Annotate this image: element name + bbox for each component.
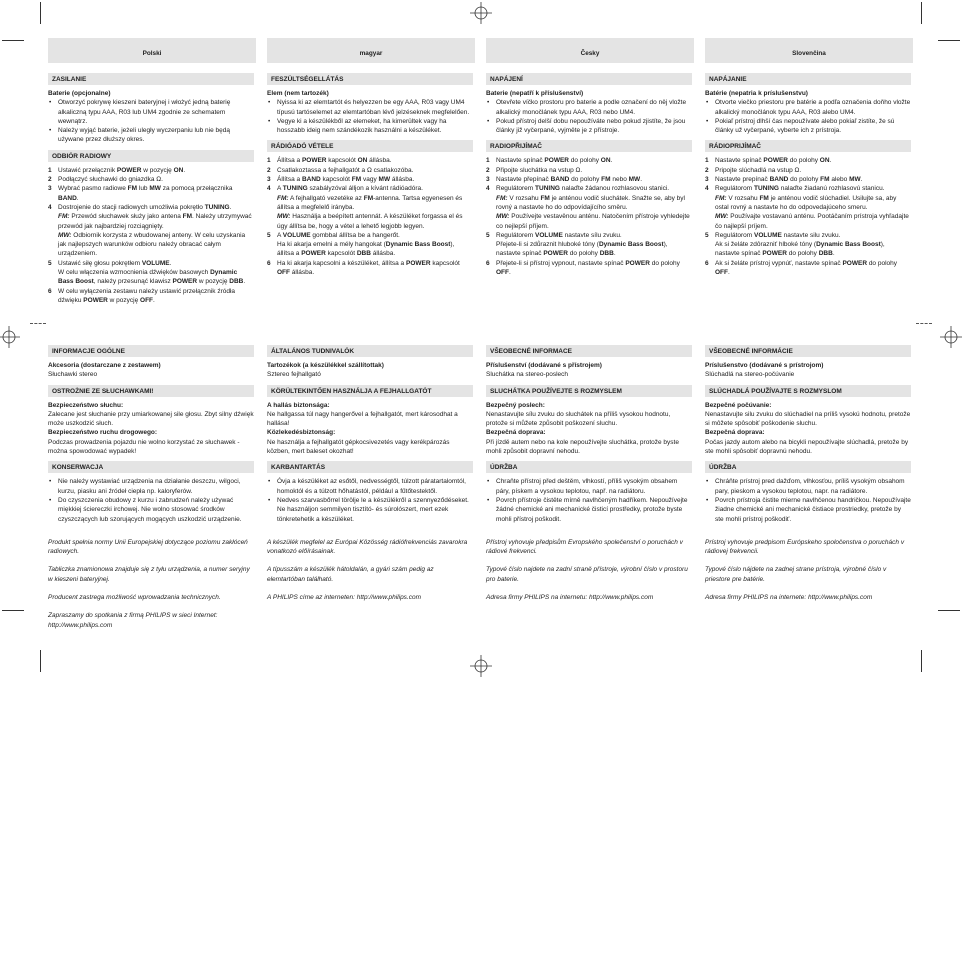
accessories-text: Sluchátka na stereo-poslech bbox=[486, 371, 569, 379]
section-title-general: VŠEOBECNÉ INFORMÁCIE bbox=[705, 345, 911, 357]
step-text: Állítsa a BAND kapcsolót FM vagy MW állásba. bbox=[277, 176, 415, 184]
radio-step bbox=[486, 194, 692, 213]
crop-line bbox=[2, 610, 24, 611]
step-number: 1 bbox=[486, 157, 490, 165]
step-text: W celu włączenia wzmocnienia dźwięków basowych Dynamic Bass Boost, należy przesunąć klawisz POWER w pozycję DBB. bbox=[58, 269, 246, 286]
step-number: 6 bbox=[48, 287, 52, 295]
step-number: 3 bbox=[705, 176, 709, 184]
radio-step bbox=[267, 231, 473, 240]
bullet-item: • Nedves szarvasbőrrel törölje le a készülékről a szennyeződéseket. Ne használjon semmilyen tisztító- és súrolószert, mert ezek tönkretehetik a készüléket. bbox=[267, 496, 473, 524]
step-text: FM: A fejhallgató vezetéke az FM-antenna. Tartsa egyenesen és állítsa a megfelelő irányba. bbox=[277, 194, 463, 211]
step-text: Nastavte spínač POWER do polohy ON. bbox=[496, 157, 613, 165]
step-text: Csatlakoztassa a fejhallgatót a Ω csatlakozóba. bbox=[277, 166, 414, 174]
step-number: 4 bbox=[705, 185, 709, 193]
step-text: Wybrać pasmo radiowe FM lub MW za pomocą przełącznika BAND. bbox=[58, 185, 233, 202]
hearing-text: Ne hallgassa túl nagy hangerővel a fejhallgatót, mert károsodhat a hallása! bbox=[267, 410, 458, 428]
radio-step bbox=[705, 212, 911, 231]
bullet-item: • Otvorte viečko priestoru pre batérie a podľa označenia doňho vložte alkalický monočlánok typu AAA, R03 alebo UM4. bbox=[705, 98, 911, 117]
fold-line bbox=[916, 323, 932, 324]
step-text: Pripojte slúchadlá na vstup Ω. bbox=[715, 166, 802, 174]
spacer bbox=[48, 524, 254, 538]
section-title-radio: RÁDIÓADÓ VÉTELE bbox=[267, 140, 473, 152]
bullet-item: • Nyissa ki az elemtartót és helyezzen be egy AAA, R03 vagy UM4 típusú tartóselemet az elemtartóban lévő jelzéseknek megfelelően. bbox=[267, 98, 473, 117]
hearing-subtitle: A hallás biztonsága: bbox=[267, 401, 330, 409]
radio-step bbox=[705, 166, 911, 175]
note-text: Tabliczka znamionowa znajduje się z tyłu urządzenia, a numer seryjny w kieszeni bateryjnej. bbox=[48, 566, 250, 583]
note-text: Producent zastrega możliwość wprowadzania technicznych. bbox=[48, 594, 221, 602]
section-title-maintenance: KARBANTARTÁS bbox=[267, 461, 473, 473]
radio-step bbox=[48, 259, 254, 268]
bullet-item: • Nie należy wystawiać urządzenia na działanie deszczu, wilgoci, kurzu, piasku ani źródeł ciepła np. kaloryferów. bbox=[48, 477, 254, 496]
radio-step bbox=[267, 212, 473, 231]
radio-step bbox=[486, 259, 692, 278]
column-header-cesky bbox=[486, 38, 694, 63]
step-text: Ha ki akarja kapcsolni a készüléket, állítsa a POWER kapcsolót OFF állásba. bbox=[277, 259, 460, 277]
section-title-power: ZASILANIE bbox=[48, 73, 254, 85]
radio-step bbox=[267, 166, 473, 175]
traffic-subtitle: Bezpieczeństwo ruchu drogowego: bbox=[48, 429, 158, 437]
radio-step bbox=[486, 166, 692, 175]
radio-step bbox=[705, 231, 911, 240]
step-text: Ak si želáte prístroj vypnúť, nastavte spínač POWER do polohy OFF. bbox=[715, 259, 898, 277]
step-text: Regulátorom TUNING nalaďte žiadanú rozhlasovú stanicu. bbox=[715, 185, 885, 193]
language-label: magyar bbox=[359, 50, 383, 57]
step-number: 1 bbox=[48, 166, 52, 174]
section-title-general: VŠEOBECNÉ INFORMACE bbox=[486, 345, 692, 357]
section-title-safety: SLUCHÁTKA POUŽÍVEJTE S ROZMYSLEM bbox=[486, 385, 692, 397]
crop-line bbox=[40, 2, 41, 24]
step-text: Regulátorom VOLUME nastavte silu zvuku. bbox=[715, 231, 841, 239]
section-title-power: NAPÁJENÍ bbox=[486, 73, 692, 85]
hearing-text: Nenastavujte sílu zvuku do sluchátek na příliš vysokou hodnotu, protože si můžete způsobit poškození sluchu. bbox=[486, 410, 671, 428]
bullet-item: • Do czyszczenia obudowy z kurzu i zabrudzeń należy używać miękkiej ściereczki irchowej. Nie wolno stosować środków czyszczących lub szorujących mogących uszkodzić urządzenie. bbox=[48, 496, 254, 524]
accessories-text: Sztereo fejhallgató bbox=[267, 371, 321, 379]
radio-step bbox=[486, 156, 692, 165]
note-text: Adresa firmy PHILIPS na internete: http://www.philips.com bbox=[705, 594, 873, 602]
language-label: Slovenčina bbox=[792, 50, 826, 57]
radio-step bbox=[267, 194, 473, 213]
crop-line bbox=[938, 610, 960, 611]
step-text: Állítsa a POWER kapcsolót ON állásba. bbox=[277, 157, 392, 165]
traffic-subtitle: Bezpečná doprava: bbox=[486, 429, 546, 437]
radio-step bbox=[705, 194, 911, 213]
column-header-slovencina bbox=[705, 38, 913, 63]
accessories-text: Słuchawki stereo bbox=[48, 371, 98, 379]
upper-block-magyar bbox=[267, 73, 473, 277]
step-text: Regulátorem VOLUME nastavte sílu zvuku. bbox=[496, 231, 622, 239]
step-text: Ak si želáte zdôrazniť hlboké tóny (Dynamic Bass Boost), nastavte spínač POWER do polohy DBB. bbox=[715, 241, 885, 258]
hearing-subtitle: Bezpieczeństwo słuchu: bbox=[48, 401, 124, 409]
section-title-maintenance: ÚDRŽBA bbox=[705, 461, 911, 473]
radio-step bbox=[486, 175, 692, 184]
step-number: 5 bbox=[48, 259, 52, 267]
traffic-subtitle: Bezpečná doprava: bbox=[705, 429, 765, 437]
step-number: 4 bbox=[48, 203, 52, 211]
step-text: Nastavte přepínač BAND do polohy FM nebo MW. bbox=[496, 176, 642, 184]
bullet-item: • Należy wyjąć baterie, jeżeli uległy wyczerpaniu lub nie będą używane przez dłuższy okres. bbox=[48, 126, 254, 145]
section-title-general: INFORMACJE OGÓLNE bbox=[48, 345, 254, 357]
radio-step bbox=[705, 259, 911, 278]
power-subtitle: Batérie (nepatria k príslušenstvu) bbox=[705, 90, 808, 97]
note-text: A PHILIPS címe az interneten: http://www.philips.com bbox=[267, 594, 422, 602]
section-title-maintenance: KONSERWACJA bbox=[48, 461, 254, 473]
note-text: Typové číslo najdete na zadní straně přístroje, výrobní číslo v prostoru pro baterie. bbox=[486, 566, 688, 583]
crop-line bbox=[40, 650, 41, 672]
hearing-subtitle: Bezpečný poslech: bbox=[486, 401, 545, 409]
step-text: Dostrojenie do stacji radiowych umożliwia pokrętło TUNING. bbox=[58, 203, 232, 211]
lower-block-cesky bbox=[486, 345, 692, 611]
radio-step bbox=[705, 175, 911, 184]
bullet-item: • Otevřete víčko prostoru pro baterie a podle označení do něj vložte alkalický monočlánek typu AAA, R03 nebo UM4. bbox=[486, 98, 692, 117]
step-text: Ustawić siłę głosu pokrętłem VOLUME. bbox=[58, 259, 172, 267]
upper-block-slovencina bbox=[705, 73, 911, 277]
accessories-text: Slúchadlá na stereo-počúvanie bbox=[705, 371, 795, 379]
radio-step bbox=[48, 203, 254, 212]
step-number: 3 bbox=[48, 185, 52, 193]
radio-step bbox=[267, 156, 473, 165]
spacer bbox=[267, 524, 473, 538]
note-text: Přístroj vyhovuje předpisům Evropského společenství o poruchách v rádiové frekvenci. bbox=[486, 538, 683, 556]
step-text: A VOLUME gombbal állítsa be a hangerőt. bbox=[277, 231, 400, 239]
power-subtitle: Elem (nem tartozék) bbox=[267, 90, 329, 97]
note-text: Zapraszamy do spotkania z firmą PHILIPS w sieci Internet: http://www.philips.com bbox=[48, 612, 218, 629]
spacer bbox=[486, 524, 692, 538]
accessories-subtitle: Akcesoria (dostarczane z zestawem) bbox=[48, 362, 161, 369]
section-title-safety: SLÚCHADLÁ POUŽÍVAJTE S ROZMYSLOM bbox=[705, 385, 911, 397]
step-text: A TUNING szabályzóval álljon a kívánt rádióadóra. bbox=[277, 185, 423, 193]
bullet-item: • Otworzyć pokrywę kieszeni bateryjnej i włożyć jedną baterię alkaliczną typu AAA, R03 lub UM4 zgodnie ze schematem wewnątrz. bbox=[48, 98, 254, 126]
accessories-subtitle: Příslušenství (dodávané s přístrojem) bbox=[486, 362, 602, 369]
traffic-text: Při jízdě autem nebo na kole nepoužívejte sluchátka, protože byste mohli způsobit dopravní nehodu. bbox=[486, 438, 679, 456]
section-title-radio: RÁDIOPRIJÍMAČ bbox=[705, 140, 911, 152]
radio-step bbox=[705, 240, 911, 259]
step-text: Regulátorem TUNING nalaďte žádanou rozhlasovou stanici. bbox=[496, 185, 670, 193]
language-label: Česky bbox=[580, 50, 600, 57]
step-text: FM: Przewód słuchawek służy jako antena FM. Należy utrzymywać przewód jak najbardziej rozciągnięty. bbox=[58, 213, 252, 230]
radio-step bbox=[267, 184, 473, 193]
power-subtitle: Baterie (opcjonalne) bbox=[48, 90, 111, 97]
radio-step bbox=[486, 231, 692, 240]
registration-mark-right bbox=[940, 326, 962, 348]
traffic-text: Podczas prowadzenia pojazdu nie wolno korzystać ze słuchawek - można spowodować wypadek! bbox=[48, 438, 240, 456]
note-text: Produkt spełnia normy Unii Europejskiej dotyczące poziomu zakłóceń radiowych. bbox=[48, 538, 248, 556]
step-number: 1 bbox=[267, 157, 271, 165]
bullet-item: • Vegye ki a készülékből az elemeket, ha kimerültek vagy ha hosszabb ideig nem szándékozik használni a készüléket. bbox=[267, 117, 473, 136]
step-number: 6 bbox=[486, 259, 490, 267]
note-text: Adresa firmy PHILIPS na internetu: http://www.philips.com bbox=[486, 594, 654, 602]
accessories-subtitle: Tartozékok (a készülékkel szállítottak) bbox=[267, 362, 384, 369]
radio-step bbox=[48, 287, 254, 306]
step-number: 5 bbox=[267, 231, 271, 239]
registration-mark-top bbox=[470, 2, 492, 24]
section-title-power: NAPÁJANIE bbox=[705, 73, 911, 85]
hearing-subtitle: Bezpečné počúvanie: bbox=[705, 401, 772, 409]
radio-step bbox=[705, 156, 911, 165]
bullet-item: • Chráňte prístroj pred dažďom, vlhkosťou, príliš vysokým obsahom pary, pieskom a vysokou teplotou, napr. na radiátore. bbox=[705, 477, 911, 496]
hearing-text: Zalecane jest słuchanie przy umiarkowanej sile głosu. Zbyt silny dźwięk może uszkodzić słuch. bbox=[48, 410, 254, 428]
radio-step bbox=[486, 212, 692, 231]
bullet-item: • Pokiaľ prístroj dlhší čas nepoužívate alebo pokiaľ zistíte, že sú články už vyčerpané, vyberte ich z prístroja. bbox=[705, 117, 911, 136]
step-text: Podłączyć słuchawki do gniazdka Ω. bbox=[58, 176, 163, 184]
step-number: 2 bbox=[267, 166, 271, 174]
section-title-power: FESZÜLTSÉGELLÁTÁS bbox=[267, 73, 473, 85]
step-number: 6 bbox=[705, 259, 709, 267]
step-number: 1 bbox=[705, 157, 709, 165]
accessories-subtitle: Príslušenstvo (dodávané s prístrojom) bbox=[705, 362, 824, 369]
radio-step bbox=[705, 184, 911, 193]
bullet-item: • Chraňte přístroj před deštěm, vlhkostí, příliš vysokým obsahem páry, pískem a vysokou teplotou, např. na radiátoru. bbox=[486, 477, 692, 496]
radio-step bbox=[48, 268, 254, 287]
registration-mark-bottom bbox=[470, 655, 492, 677]
radio-step bbox=[267, 240, 473, 259]
bullet-item: • Povrch prístroja čistite mierne navlhčenou handričkou. Nepoužívajte žiadne chemické ani mechanické čistiace prostriedky, pretože by ste mohli prístroj poškodiť. bbox=[705, 496, 911, 524]
step-number: 3 bbox=[267, 176, 271, 184]
radio-step bbox=[267, 175, 473, 184]
step-text: MW: Odbiornik korzysta z wbudowanej anteny. W celu uzyskania jak najlepszych warunków odbioru należy obracać całym urządzeniem. bbox=[58, 231, 246, 258]
crop-line bbox=[921, 2, 922, 24]
note-text: A készülék megfelel az Európai Közösség rádiófrekvenciás zavarokra vonatkozó előírásainak. bbox=[267, 538, 468, 556]
fold-line bbox=[30, 323, 46, 324]
radio-step bbox=[267, 259, 473, 278]
bullet-item: • Povrch přístroje čistěte mírně navlhčeným hadříkem. Nepoužívejte žádné chemické ani mechanické čisticí prostředky, protože byste mohli přístroj poškodit. bbox=[486, 496, 692, 524]
traffic-subtitle: Közlekedésbiztonság: bbox=[267, 429, 336, 437]
crop-line bbox=[2, 40, 24, 41]
step-text: Přejete-li si zdůraznit hluboké tóny (Dynamic Bass Boost), nastavte spínač POWER do polohy DBB. bbox=[496, 241, 668, 258]
step-text: W celu wyłączenia zestawu należy ustawić przełącznik źródła dźwięku POWER w pozycję OFF. bbox=[58, 287, 236, 304]
column-header-polski bbox=[48, 38, 256, 63]
crop-line bbox=[938, 40, 960, 41]
traffic-text: Počas jazdy autom alebo na bicykli nepoužívajte slúchadlá, pretože by ste mohli spôsobiť dopravnú nehodu. bbox=[705, 438, 909, 456]
step-text: Nastavte spínač POWER do polohy ON. bbox=[715, 157, 832, 165]
step-text: Ha ki akarja emelni a mély hangokat (Dynamic Bass Boost), állítsa a POWER kapcsolót DBB állásba. bbox=[277, 241, 455, 258]
upper-block-cesky bbox=[486, 73, 692, 277]
step-text: MW: Používajte vostavanú anténu. Pootáčaním prístroja vyhľadajte čo najlepší príjem. bbox=[715, 213, 909, 230]
note-text: A típusszám a készülék hátoldalán, a gyári szám pedig az elemtartóban található. bbox=[267, 566, 434, 583]
step-number: 2 bbox=[705, 166, 709, 174]
language-label: Polski bbox=[142, 50, 162, 57]
step-text: Nastavte prepínač BAND do polohy FM alebo MW. bbox=[715, 176, 863, 184]
crop-line bbox=[921, 650, 922, 672]
section-title-safety: OSTROŻNIE ZE SŁUCHAWKAMI! bbox=[48, 385, 254, 397]
radio-step bbox=[486, 184, 692, 193]
traffic-text: Ne használja a fejhallgatót gépkocsivezetés vagy kerékpározás közben, mert baleset okozhat! bbox=[267, 438, 450, 456]
lower-block-slovencina bbox=[705, 345, 911, 611]
section-title-general: ÁLTALÁNOS TUDNIVALÓK bbox=[267, 345, 473, 357]
lower-block-polski bbox=[48, 345, 254, 639]
step-number: 3 bbox=[486, 176, 490, 184]
step-text: Připojte sluchátka na vstup Ω. bbox=[496, 166, 583, 174]
step-text: FM: V rozsahu FM je anténou vodič slúchadiel. Usilujte sa, aby ostal rovný a nastavte ho do odpovedajúceho smeru. bbox=[715, 194, 897, 211]
column-header-magyar bbox=[267, 38, 475, 63]
step-number: 5 bbox=[486, 231, 490, 239]
section-title-safety: KÖRÜLTEKINTŐEN HASZNÁLJA A FEJHALLGATÓT bbox=[267, 385, 473, 397]
step-text: MW: Používejte vestavěnou anténu. Natočením přístroje vyhledejte co nejlepší příjem. bbox=[496, 213, 690, 230]
section-title-radio: ODBIÓR RADIOWY bbox=[48, 150, 254, 162]
radio-step bbox=[48, 166, 254, 175]
radio-step bbox=[48, 184, 254, 203]
registration-mark-left bbox=[0, 326, 20, 348]
section-title-maintenance: ÚDRŽBA bbox=[486, 461, 692, 473]
step-text: Ustawić przełącznik POWER w pozycję ON. bbox=[58, 166, 186, 174]
radio-step bbox=[48, 175, 254, 184]
step-text: FM: V rozsahu FM je anténou vodič sluchátek. Snažte se, aby byl rovný a nastavte ho do odpovídajícího směru. bbox=[496, 194, 685, 211]
step-number: 4 bbox=[486, 185, 490, 193]
radio-step bbox=[48, 231, 254, 259]
note-text: Prístroj vyhovuje predpisom Európskeho spoločenstva o poruchách v rádiovej frekvencii. bbox=[705, 538, 905, 556]
bullet-item: • Óvja a készüléket az esőtől, nedvességtől, túlzott páratartalomtól, homoktól és a túlzott hőhatástól, például a fűtőtestektől. bbox=[267, 477, 473, 496]
radio-step bbox=[48, 212, 254, 231]
step-number: 2 bbox=[48, 176, 52, 184]
spacer bbox=[705, 524, 911, 538]
step-number: 5 bbox=[705, 231, 709, 239]
step-number: 4 bbox=[267, 185, 271, 193]
step-text: MW: Használja a beépített antennát. A készüléket forgassa el és úgy állítsa be, hogy a vétel a lehető legjobb legyen. bbox=[277, 213, 463, 230]
section-title-radio: RADIOPŘIJÍMAČ bbox=[486, 140, 692, 152]
note-text: Typové číslo nájdete na zadnej strane prístroja, výrobné číslo v priestore pre batérie. bbox=[705, 566, 887, 583]
upper-block-polski bbox=[48, 73, 254, 305]
step-text: Přejete-li si přístroj vypnout, nastavte spínač POWER do polohy OFF. bbox=[496, 259, 680, 277]
step-number: 6 bbox=[267, 259, 271, 267]
power-subtitle: Baterie (nepatří k příslušenství) bbox=[486, 90, 584, 97]
bullet-item: • Pokud přístroj delší dobu nepoužíváte nebo pokud zjistíte, že jsou články již vyčerpané, vyjměte je z přístroje. bbox=[486, 117, 692, 136]
hearing-text: Nenastavujte silu zvuku do slúchadiel na príliš vysokú hodnotu, pretože si môžete spôsobiť poškodenie sluchu. bbox=[705, 410, 911, 428]
step-number: 2 bbox=[486, 166, 490, 174]
radio-step bbox=[486, 240, 692, 259]
lower-block-magyar bbox=[267, 345, 473, 611]
